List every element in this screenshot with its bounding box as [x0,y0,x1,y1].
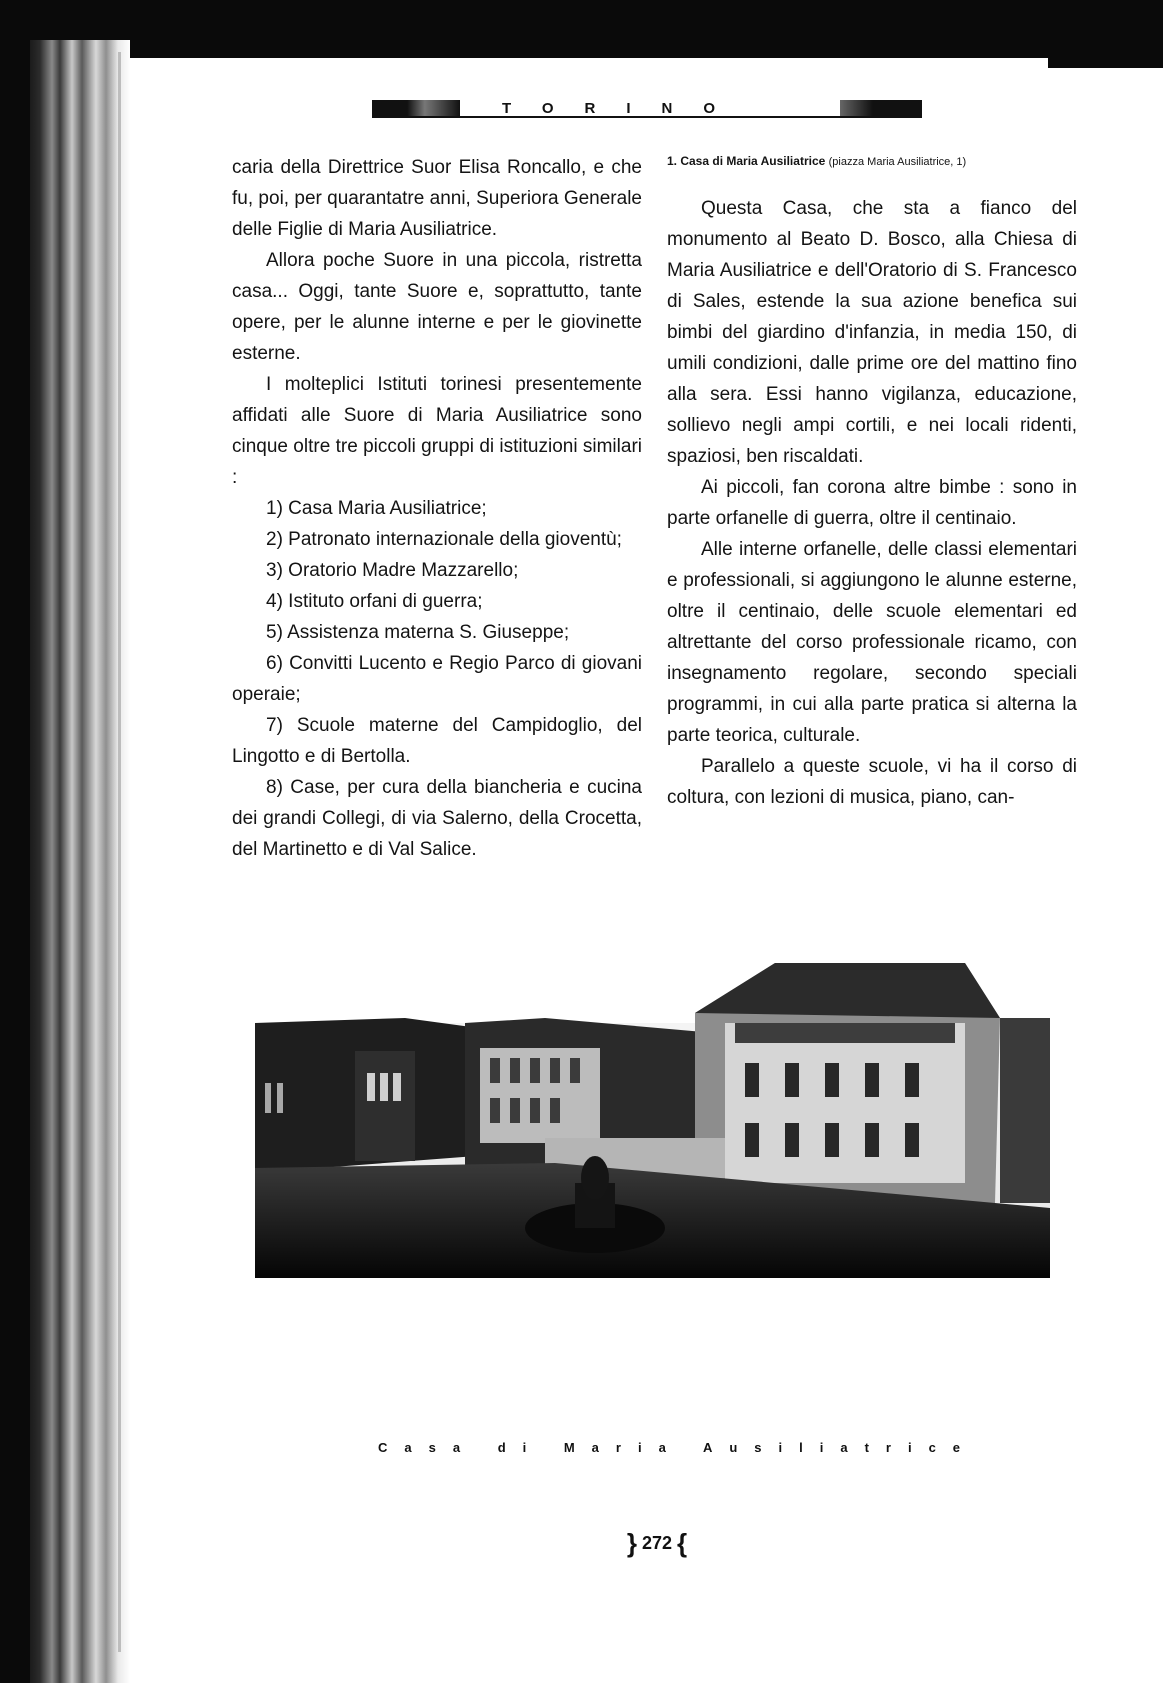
right-paragraph-3: Alle interne orfanelle, delle classi elementari e professionali, si aggiungono le alunne esterne, oltre il centinaio, delle scuole elementari ed altrettante del corso professionale ricamo, con insegnamento regolare, secondo speciali programmi, in cui alla parte pratica si alterna la parte teorica, culturale. [667,539,1077,746]
list-item: 6) Convitti Lucento e Regio Parco di giovani operaie; [232,653,642,705]
scan-shadow-top-right [1048,0,1163,68]
running-head-title: TORINO [502,100,747,117]
list-item: 5) Assistenza materna S. Giuseppe; [266,622,570,643]
list-item: 7) Scuole materne del Campidoglio, del Lingotto e di Bertolla. [232,715,642,767]
scan-shadow-top [0,0,1163,58]
right-paragraph-4: Parallelo a queste scuole, vi ha il corso di coltura, con lezioni di musica, piano, can- [667,756,1077,808]
left-paragraph-3: I molteplici Istituti torinesi presentemente affidati alle Suore di Maria Ausiliatrice sono cinque oltre tre piccoli gruppi di istituzioni similari : [232,374,642,488]
photo-caption: Casa di Maria Ausiliatrice [378,1440,978,1455]
list-item: 2) Patronato internazionale della gioventù; [266,529,622,550]
list-item: 8) Case, per cura della biancheria e cucina dei grandi Collegi, di via Salerno, della Crocetta, del Martinetto e di Val Salice. [232,777,642,860]
scan-shadow-left [0,0,30,1683]
left-paragraph-2: Allora poche Suore in una piccola, ristretta casa... Oggi, tante Suore e, soprattutto, tante opere, per le alunne interne e per le giovinette esterne. [232,250,642,364]
section-caption [667,150,1077,177]
list-item: 4) Istituto orfani di guerra; [266,591,483,612]
left-paragraph-1: caria della Direttrice Suor Elisa Roncallo, e che fu, poi, per quarantatre anni, Superiora Generale delle Figlie di Maria Ausiliatrice. [232,157,642,240]
brace-right-ornament: { [677,1528,688,1558]
section-caption-address: (piazza Maria Ausiliatrice, 1) [828,156,967,168]
running-head-ornament-right [840,100,922,116]
section-caption-title: 1. Casa di Maria Ausiliatrice [667,154,826,168]
building-photo [255,963,1050,1278]
right-paragraph-1: Questa Casa, che sta a fianco del monumento al Beato D. Bosco, alla Chiesa di Maria Ausiliatrice e dell'Oratorio di S. Francesco di Sales, estende la sua azione benefica sui bimbi del giardino d'infanzia, in media 150, di umili condizioni, dalle prime ore del mattino fino alla sera. Essi hanno vigilanza, educazione, sollievo negli ampi cortili, e nei locali ridenti, spaziosi, ben riscaldati. [667,198,1077,467]
left-column [232,152,642,865]
brace-left-ornament: } [626,1528,637,1558]
right-paragraph-2: Ai piccoli, fan corona altre bimbe : sono in parte orfanelle di guerra, oltre il centinaio. [667,477,1077,529]
page-edge-line [118,52,121,1652]
right-column [667,150,1077,813]
running-head [372,98,922,120]
book-binding-edge [30,40,130,1683]
page-number: 272 [641,1533,673,1553]
list-item: 3) Oratorio Madre Mazzarello; [266,560,519,581]
list-item: 1) Casa Maria Ausiliatrice; [266,498,487,519]
running-head-ornament-left [372,100,460,116]
page-number-block [612,1528,702,1558]
